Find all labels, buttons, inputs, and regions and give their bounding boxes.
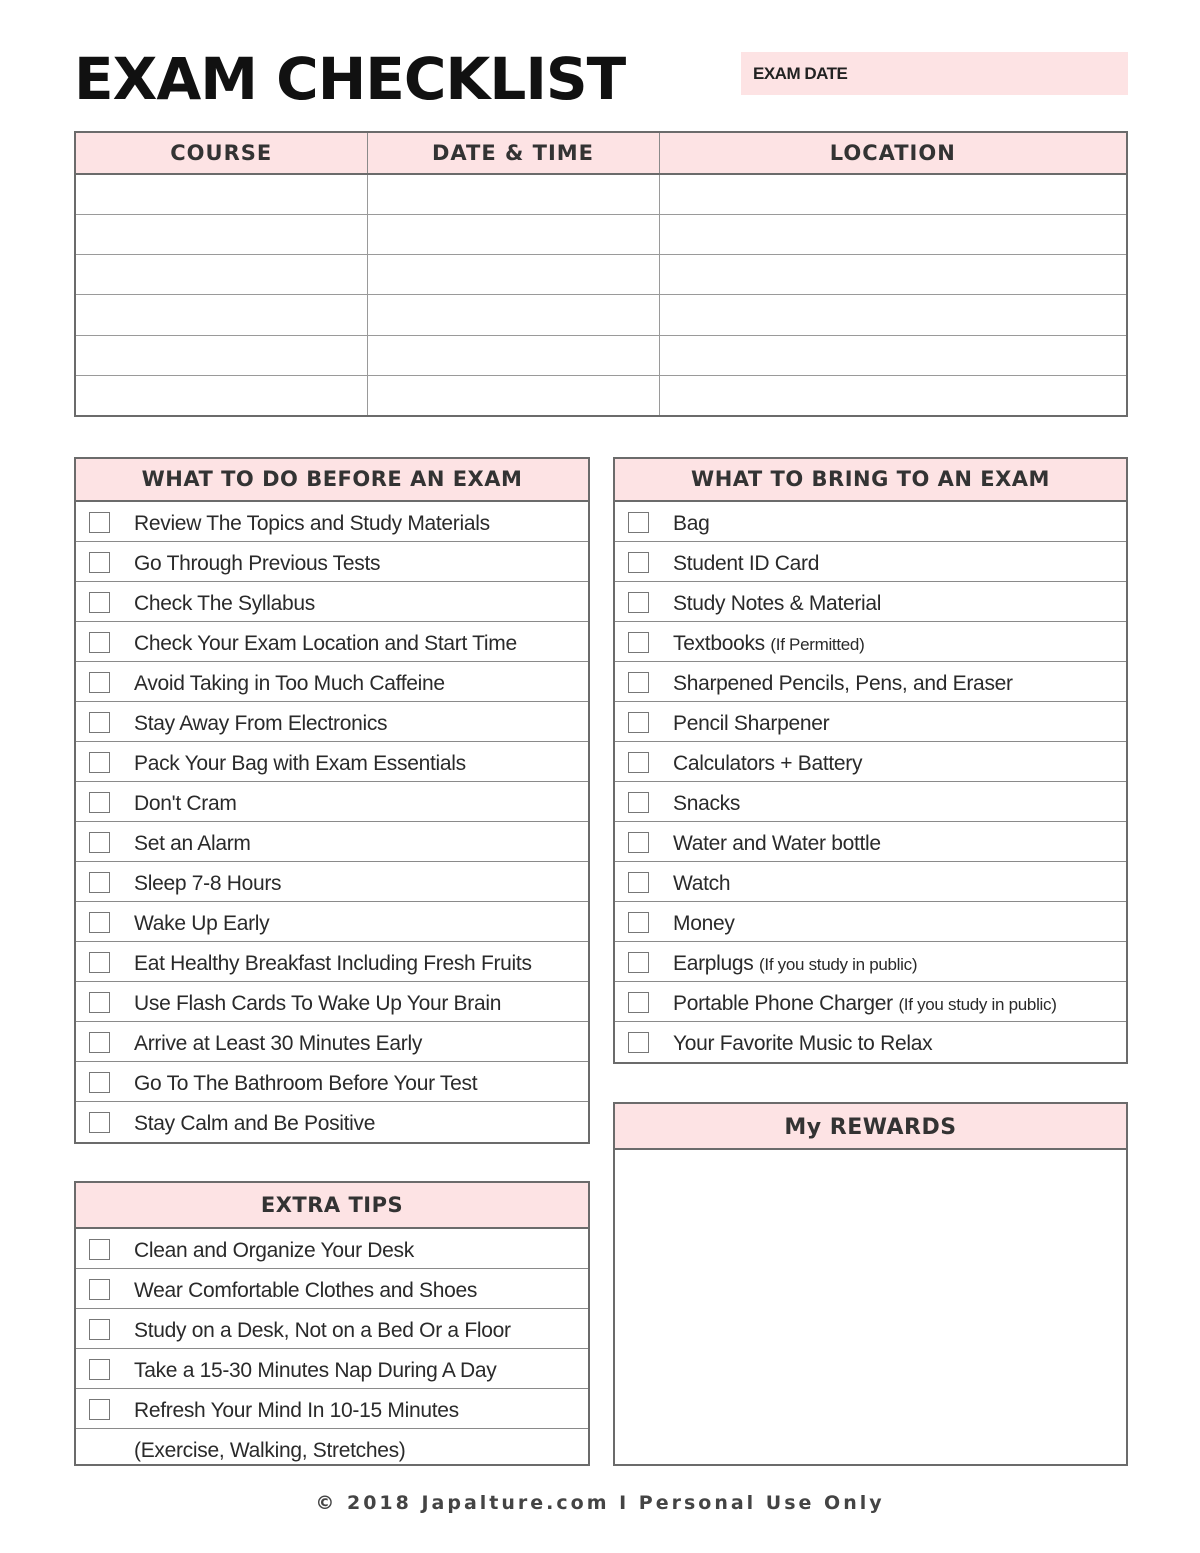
- bring-to-exam-item: [615, 742, 1126, 782]
- before-exam-item-label: Sleep 7-8 Hours: [134, 872, 282, 895]
- before-exam-item-label: Arrive at Least 30 Minutes Early: [134, 1032, 423, 1055]
- extra-tips-item: [76, 1269, 588, 1309]
- bring-to-exam-item: [615, 502, 1126, 542]
- before-exam-list: [76, 502, 588, 1142]
- bring-to-exam-checkbox[interactable]: [628, 672, 649, 693]
- location-input[interactable]: [660, 215, 1127, 254]
- course-input[interactable]: [76, 175, 367, 214]
- bring-to-exam-item-label: Study Notes & Material: [673, 592, 882, 615]
- before-exam-checkbox[interactable]: [89, 752, 110, 773]
- extra-tips-item: [76, 1349, 588, 1389]
- before-exam-item: [76, 702, 588, 742]
- bring-to-exam-checkbox[interactable]: [628, 832, 649, 853]
- bring-to-exam-item: [615, 702, 1126, 742]
- before-exam-item-label: Check Your Exam Location and Start Time: [134, 632, 517, 655]
- before-exam-checkbox[interactable]: [89, 512, 110, 533]
- course-input[interactable]: [76, 295, 367, 334]
- before-exam-checkbox[interactable]: [89, 552, 110, 573]
- bring-to-exam-item: [615, 782, 1126, 822]
- schedule-cell-course: [75, 215, 367, 255]
- extra-tips-item-label: Wear Comfortable Clothes and Shoes: [134, 1279, 478, 1302]
- bring-to-exam-item: [615, 542, 1126, 582]
- extra-tips-list: [76, 1229, 588, 1469]
- bring-to-exam-item: [615, 982, 1126, 1022]
- before-exam-item-label: Pack Your Bag with Exam Essentials: [134, 752, 466, 775]
- before-exam-checkbox[interactable]: [89, 1112, 110, 1133]
- bring-to-exam-checkbox[interactable]: [628, 912, 649, 933]
- extra-tips-item-label: (Exercise, Walking, Stretches): [134, 1439, 406, 1462]
- bring-to-exam-item-label: Calculators + Battery: [673, 752, 863, 775]
- before-exam-item: [76, 862, 588, 902]
- date-time-input[interactable]: [368, 215, 659, 254]
- schedule-cell-location: [659, 295, 1127, 335]
- extra-tips-item: [76, 1429, 588, 1469]
- before-exam-item: [76, 622, 588, 662]
- bring-to-exam-item: [615, 1022, 1126, 1062]
- bring-to-exam-item: [615, 822, 1126, 862]
- schedule-row: [75, 295, 1127, 335]
- extra-tips-panel: [74, 1181, 590, 1466]
- schedule-cell-location: [659, 375, 1127, 416]
- bring-to-exam-item: [615, 902, 1126, 942]
- before-exam-checkbox[interactable]: [89, 792, 110, 813]
- before-exam-item: [76, 822, 588, 862]
- exam-date-input[interactable]: [871, 58, 1120, 90]
- bring-to-exam-item: [615, 582, 1126, 622]
- bring-to-exam-checkbox[interactable]: [628, 752, 649, 773]
- before-exam-checkbox[interactable]: [89, 1072, 110, 1093]
- location-input[interactable]: [660, 295, 1127, 334]
- schedule-cell-date-time: [367, 375, 659, 416]
- date-time-input[interactable]: [368, 295, 659, 334]
- before-exam-checkbox[interactable]: [89, 872, 110, 893]
- exam-date-label: EXAM DATE: [753, 64, 848, 83]
- bring-to-exam-checkbox[interactable]: [628, 712, 649, 733]
- before-exam-checkbox[interactable]: [89, 672, 110, 693]
- before-exam-item-label: Set an Alarm: [134, 832, 251, 855]
- course-input[interactable]: [76, 376, 367, 415]
- page-title: EXAM CHECKLIST: [74, 45, 626, 113]
- rewards-panel: [613, 1102, 1128, 1466]
- before-exam-checkbox[interactable]: [89, 992, 110, 1013]
- extra-tips-item-label: Clean and Organize Your Desk: [134, 1239, 414, 1262]
- bring-to-exam-checkbox[interactable]: [628, 952, 649, 973]
- before-exam-item: [76, 502, 588, 542]
- bring-to-exam-item: [615, 942, 1126, 982]
- before-exam-checkbox[interactable]: [89, 712, 110, 733]
- bring-to-exam-item-label: Watch: [673, 872, 731, 895]
- before-exam-item: [76, 1102, 588, 1142]
- location-input[interactable]: [660, 255, 1127, 294]
- schedule-cell-date-time: [367, 174, 659, 215]
- before-exam-item-label: Go Through Previous Tests: [134, 552, 381, 575]
- rewards-input[interactable]: [615, 1150, 1126, 1467]
- extra-tips-checkbox[interactable]: [89, 1239, 110, 1260]
- bring-to-exam-item: [615, 662, 1126, 702]
- before-exam-item-label: Use Flash Cards To Wake Up Your Brain: [134, 992, 502, 1015]
- date-time-input[interactable]: [368, 376, 659, 415]
- before-exam-panel: [74, 457, 590, 1144]
- before-exam-checkbox[interactable]: [89, 832, 110, 853]
- schedule-cell-location: [659, 215, 1127, 255]
- schedule-row: [75, 174, 1127, 215]
- before-exam-item-label: Avoid Taking in Too Much Caffeine: [134, 672, 445, 695]
- bring-to-exam-checkbox[interactable]: [628, 512, 649, 533]
- schedule-cell-location: [659, 255, 1127, 295]
- bring-to-exam-checkbox[interactable]: [628, 592, 649, 613]
- schedule-row: [75, 335, 1127, 375]
- before-exam-item: [76, 942, 588, 982]
- schedule-cell-course: [75, 375, 367, 416]
- extra-tips-title: EXTRA TIPS: [76, 1183, 588, 1229]
- schedule-cell-course: [75, 174, 367, 215]
- schedule-cell-course: [75, 255, 367, 295]
- schedule-cell-date-time: [367, 335, 659, 375]
- before-exam-item-label: Check The Syllabus: [134, 592, 315, 615]
- before-exam-title: WHAT TO DO BEFORE AN EXAM: [76, 459, 588, 502]
- exam-date-field: [741, 52, 1128, 95]
- schedule-header-row: [75, 132, 1127, 174]
- before-exam-checkbox[interactable]: [89, 952, 110, 973]
- before-exam-item-label: Wake Up Early: [134, 912, 270, 935]
- schedule-row: [75, 375, 1127, 416]
- extra-tips-item-label: Study on a Desk, Not on a Bed Or a Floor: [134, 1319, 511, 1342]
- course-input[interactable]: [76, 255, 367, 294]
- bring-to-exam-checkbox[interactable]: [628, 992, 649, 1013]
- bring-to-exam-item-label: Your Favorite Music to Relax: [673, 1032, 933, 1055]
- column-header-location: LOCATION: [659, 132, 1127, 174]
- before-exam-item: [76, 902, 588, 942]
- schedule-cell-date-time: [367, 255, 659, 295]
- schedule-cell-date-time: [367, 295, 659, 335]
- footer-copyright: © 2018 Japalture.com I Personal Use Only: [315, 1492, 885, 1514]
- bring-to-exam-checkbox[interactable]: [628, 552, 649, 573]
- bring-to-exam-checkbox[interactable]: [628, 1032, 649, 1053]
- extra-tips-item: [76, 1229, 588, 1269]
- course-input[interactable]: [76, 336, 367, 375]
- before-exam-item: [76, 662, 588, 702]
- schedule-row: [75, 215, 1127, 255]
- extra-tips-checkbox[interactable]: [89, 1399, 110, 1420]
- before-exam-item-label: Stay Away From Electronics: [134, 712, 388, 735]
- schedule-cell-course: [75, 335, 367, 375]
- bring-to-exam-checkbox[interactable]: [628, 632, 649, 653]
- date-time-input[interactable]: [368, 255, 659, 294]
- bring-to-exam-item-label: Pencil Sharpener: [673, 712, 830, 735]
- location-input[interactable]: [660, 376, 1127, 415]
- bring-to-exam-checkbox[interactable]: [628, 792, 649, 813]
- bring-to-exam-item: [615, 862, 1126, 902]
- bring-to-exam-item-label: Water and Water bottle: [673, 832, 881, 855]
- before-exam-item-label: Review The Topics and Study Materials: [134, 512, 490, 535]
- bring-to-exam-item-label: Textbooks: [673, 632, 765, 655]
- bring-to-exam-item-note: (If you study in public): [759, 955, 918, 974]
- date-time-input[interactable]: [368, 336, 659, 375]
- before-exam-checkbox[interactable]: [89, 632, 110, 653]
- schedule-cell-course: [75, 295, 367, 335]
- before-exam-item-label: Go To The Bathroom Before Your Test: [134, 1072, 478, 1095]
- bring-to-exam-list: [615, 502, 1126, 1062]
- location-input[interactable]: [660, 336, 1127, 375]
- before-exam-item: [76, 1022, 588, 1062]
- before-exam-checkbox[interactable]: [89, 912, 110, 933]
- extra-tips-checkbox[interactable]: [89, 1279, 110, 1300]
- bring-to-exam-item-label: Student ID Card: [673, 552, 820, 575]
- bring-to-exam-item: [615, 622, 1126, 662]
- column-header-date-time: DATE & TIME: [367, 132, 659, 174]
- location-input[interactable]: [660, 175, 1127, 214]
- before-exam-item-label: Don't Cram: [134, 792, 237, 815]
- bring-to-exam-checkbox[interactable]: [628, 872, 649, 893]
- before-exam-checkbox[interactable]: [89, 592, 110, 613]
- extra-tips-checkbox[interactable]: [89, 1319, 110, 1340]
- extra-tips-item-label: Take a 15-30 Minutes Nap During A Day: [134, 1359, 497, 1382]
- schedule-cell-date-time: [367, 215, 659, 255]
- before-exam-item: [76, 582, 588, 622]
- extra-tips-checkbox[interactable]: [89, 1359, 110, 1380]
- bring-to-exam-item-label: Money: [673, 912, 735, 935]
- bring-to-exam-panel: [613, 457, 1128, 1064]
- bring-to-exam-item-label: Portable Phone Charger: [673, 992, 893, 1015]
- before-exam-item: [76, 982, 588, 1022]
- bring-to-exam-item-label: Earplugs: [673, 952, 754, 975]
- extra-tips-item: [76, 1309, 588, 1349]
- bring-to-exam-item-note: (If Permitted): [770, 635, 865, 654]
- before-exam-item-label: Eat Healthy Breakfast Including Fresh Fruits: [134, 952, 532, 975]
- bring-to-exam-item-label: Snacks: [673, 792, 741, 815]
- rewards-title: My REWARDS: [615, 1104, 1126, 1150]
- before-exam-item: [76, 542, 588, 582]
- bring-to-exam-item-note: (If you study in public): [898, 995, 1057, 1014]
- date-time-input[interactable]: [368, 175, 659, 214]
- before-exam-item: [76, 782, 588, 822]
- course-input[interactable]: [76, 215, 367, 254]
- extra-tips-item-label: Refresh Your Mind In 10-15 Minutes: [134, 1399, 459, 1422]
- bring-to-exam-title: WHAT TO BRING TO AN EXAM: [615, 459, 1126, 502]
- extra-tips-item: [76, 1389, 588, 1429]
- schedule-cell-location: [659, 335, 1127, 375]
- schedule-cell-location: [659, 174, 1127, 215]
- bring-to-exam-item-label: Sharpened Pencils, Pens, and Eraser: [673, 672, 1013, 695]
- before-exam-item: [76, 1062, 588, 1102]
- before-exam-item-label: Stay Calm and Be Positive: [134, 1112, 376, 1135]
- bring-to-exam-item-label: Bag: [673, 512, 710, 535]
- before-exam-checkbox[interactable]: [89, 1032, 110, 1053]
- column-header-course: COURSE: [75, 132, 367, 174]
- before-exam-item: [76, 742, 588, 782]
- exam-schedule-table: [74, 131, 1128, 417]
- schedule-row: [75, 255, 1127, 295]
